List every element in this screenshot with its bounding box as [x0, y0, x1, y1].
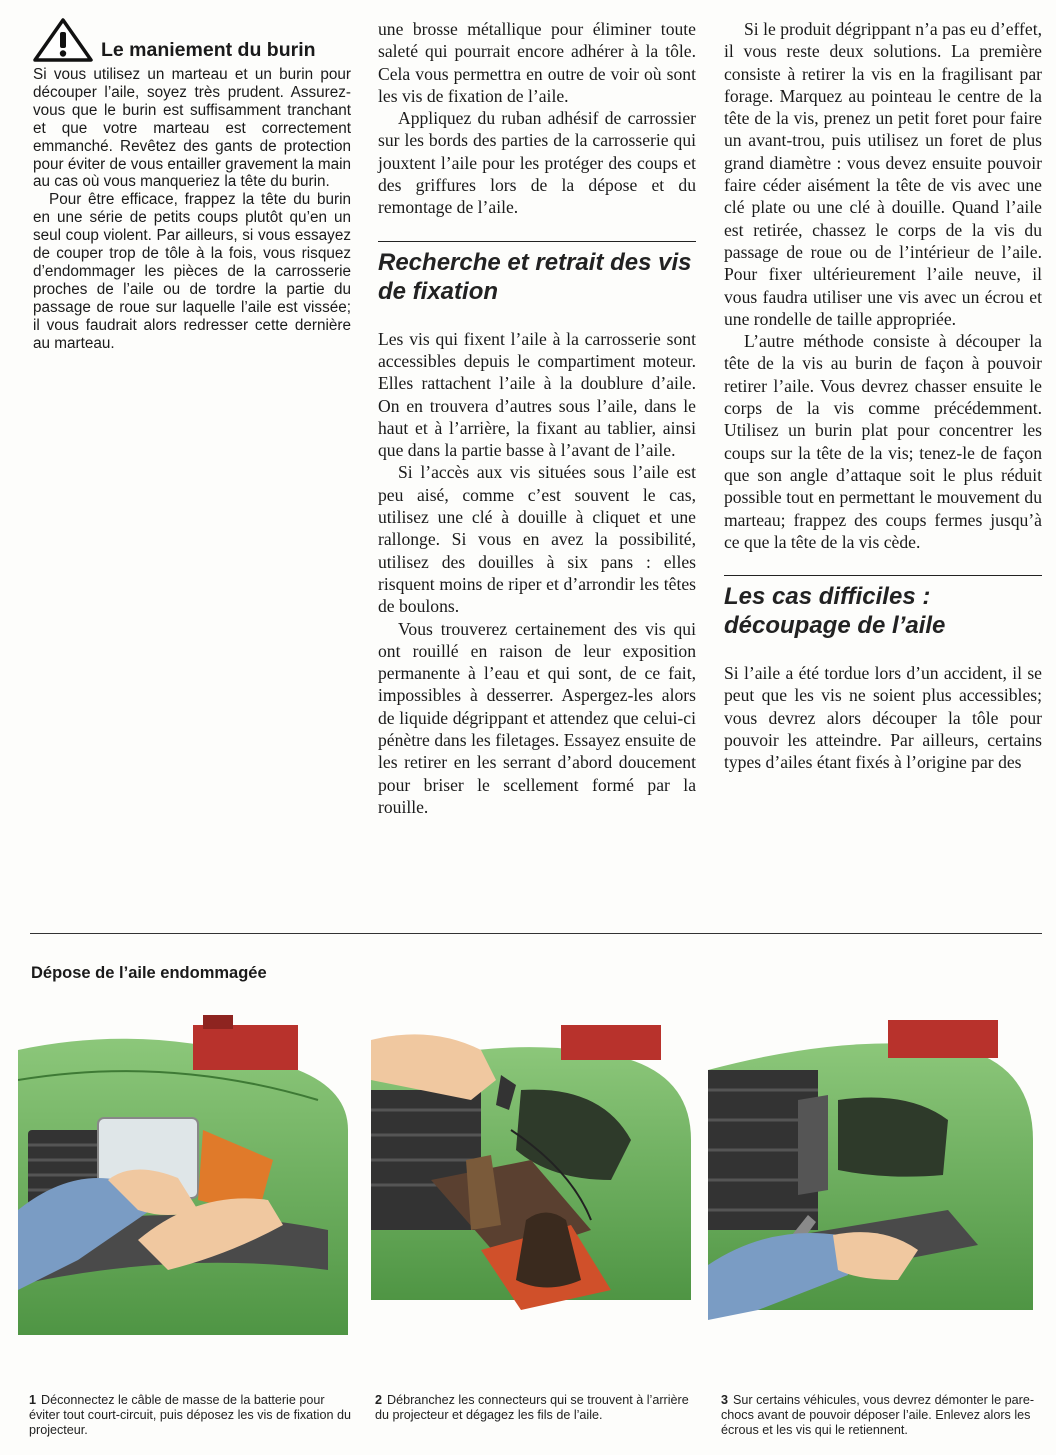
figure-divider [30, 933, 1042, 934]
safety-box [33, 18, 351, 353]
body-paragraph: L’autre méthode consiste à découper la tête de la vis au burin de façon à pouvoir retirer l’aile. Vous devrez chasser ensuite le corps de la vis comme précédemment. Utilisez un burin plat pour concentrer les coups sur la tête de la vis; tenez-le de façon que son angle d’attaque soit le plus réduit possible tout en permettant le mouvement du marteau; frappez des coups fermes jusqu’à ce que la tête de la vis cède. [724, 331, 1042, 552]
illustration-step-3 [708, 1010, 1038, 1335]
caption-step-3 [721, 1393, 1043, 1438]
section-heading-vis: Recherche et retrait des vis de fixation [378, 248, 692, 305]
caption-text: Débranchez les connecteurs qui se trouvent à l’arrière du projecteur et dégagez les fils de l’aile. [375, 1393, 689, 1422]
illustration-step-2 [371, 1010, 701, 1335]
caption-step-2 [375, 1393, 697, 1423]
section-rule [378, 241, 696, 242]
article-column-2 [378, 18, 696, 818]
body-paragraph: Si le produit dégrippant n’a pas eu d’effet, il vous reste deux solutions. La première consiste à retirer la vis en la fragilisant par forage. Marquez au pointeau le centre de la tête de la vis, prenez un petit foret pour faire un avant-trou, puis utilisez un foret de plus grand diamètre : vous devez ensuite pouvoir faire céder aisément la tête de vis avec une clé plate ou une clé à douille. Quand l’aile est retirée, chassez le corps de la vis du passage de roue ou de l’intérieur de l’aile. Pour fixer ultérieurement l’aile neuve, il vous faudra utiliser une vis avec un écrou et une rondelle de taille appropriée. [724, 19, 1042, 329]
body-paragraph: Vous trouverez certainement des vis qui ont rouillé en raison de leur exposition permanente à l’eau et qui sont, de ce fait, impossibles à desserrer. Aspergez-les alors de liquide dégrippant et attendez que celui-ci pénètre dans les filetages. Essayez ensuite de les retirer en les serrant d’abord doucement pour briser le scellement formé par la rouille. [378, 618, 696, 817]
caption-text: Déconnectez le câble de masse de la batterie pour éviter tout court-circuit, puis déposez les vis de fixation du projecteur. [29, 1393, 351, 1437]
caption-number: 3 [721, 1393, 729, 1407]
safety-paragraph: Si vous utilisez un marteau et un burin pour découper l’aile, soyez très prudent. Assurez-vous que le burin est suffisamment tranchant et que votre marteau est correctement emmanché. Revêtez des gants de protection pour éviter de vous entailler gravement la main au cas où vous manqueriez la tête du burin. [33, 66, 352, 191]
section-rule [724, 575, 1042, 576]
caption-number: 1 [29, 1393, 37, 1407]
warning-triangle-icon [33, 18, 93, 62]
caption-text: Sur certains véhicules, vous devrez démonter le pare-chocs avant de pouvoir déposer l’aile. Enlevez alors les écrous et les vis qui le retiennent. [721, 1393, 1035, 1437]
safety-header [33, 18, 351, 62]
illustration-step-1 [18, 1010, 348, 1335]
body-paragraph: une brosse métallique pour éliminer toute saleté qui pourrait encore adhérer à la tôle. Cela vous permettra en outre de voir où sont les vis de fixation de l’aile. [378, 19, 696, 106]
safety-heading: Le maniement du burin [101, 39, 316, 62]
body-paragraph: Appliquez du ruban adhésif de carrossier sur les bords des parties de la carrosserie qui jouxtent l’aile pour les protéger des coups et des griffures lors de la dépose et du remontage de l’aile. [378, 108, 696, 218]
body-paragraph: Si l’aile a été tordue lors d’un accident, il se peut que les vis ne soient plus accessibles; vous devrez alors découper la tôle pour pouvoir les atteindre. Par ailleurs, certains types d’ailes étant fixés à l’origine par des [724, 663, 1042, 773]
body-paragraph: Si l’accès aux vis situées sous l’aile est peu aisé, comme c’est souvent le cas, utilisez une clé à douille à cliquet et une rallonge. Si vous en avez la possibilité, utilisez des douilles à six pans : elles risquent moins de riper et d’arrondir les têtes de boulons. [378, 462, 696, 617]
article-column-3 [724, 18, 1042, 774]
safety-paragraph: Pour être efficace, frappez la tête du burin en une série de petits coups plutôt qu’en un seul coup violent. Par ailleurs, si vous essayez de couper trop de tôle à la fois, vous risquez d’endommager les pièces de la carrosserie proches de l’aile ou de tordre la partie du passage de roue sur laquelle l’aile est vissée; il vous faudrait alors redresser cette dernière au marteau. [33, 191, 351, 352]
section-heading-decoupage: Les cas difficiles : découpage de l’aile [724, 583, 946, 640]
caption-number: 2 [375, 1393, 383, 1407]
figure-title: Dépose de l’aile endommagée [31, 964, 267, 982]
body-paragraph: Les vis qui fixent l’aile à la carrosserie sont accessibles depuis le compartiment moteur. Elles rattachent l’aile à la doublure d’aile. On en trouvera d’autres sous l’aile, dans le haut et à l’arrière, la fixant au tablier, ainsi que dans la partie basse à l’avant de l’aile. [378, 328, 696, 461]
caption-step-1 [29, 1393, 351, 1438]
